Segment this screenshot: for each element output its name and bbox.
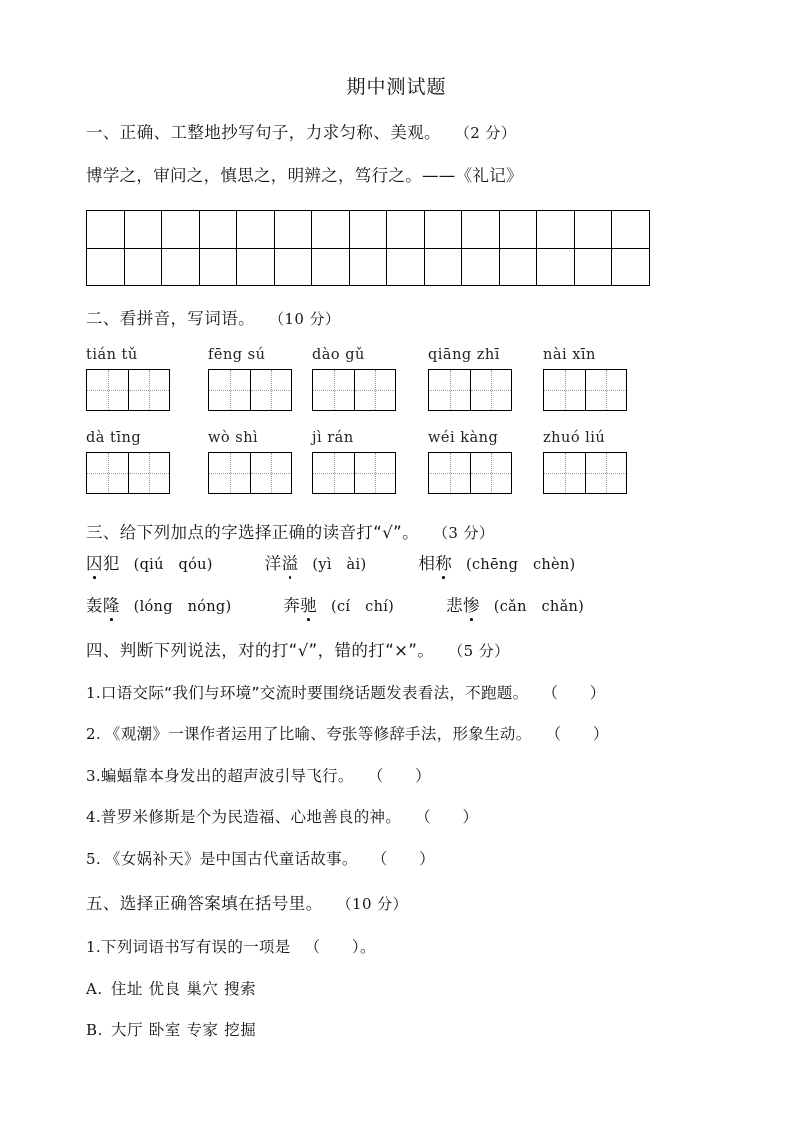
pron-word-dotted: 称 bbox=[435, 554, 453, 573]
section-3-row-1 bbox=[86, 553, 576, 576]
pinyin-item-tian-tu bbox=[86, 347, 170, 411]
pron-choices[interactable]: (lóng nóng) bbox=[133, 599, 232, 615]
pron-word-dotted: 囚 bbox=[86, 554, 103, 573]
copy-grid-cell[interactable] bbox=[575, 211, 613, 249]
section-4-heading bbox=[86, 640, 510, 662]
pron-item-xiangchen[interactable] bbox=[418, 554, 575, 573]
choice-question-1 bbox=[86, 936, 376, 958]
pinyin-item-zhuo-liu bbox=[543, 430, 627, 494]
copy-grid-cell[interactable] bbox=[500, 249, 538, 287]
judge-item-text: 蝙蝠靠本身发出的超声波引导飞行。 bbox=[100, 767, 354, 785]
tianzige-cell[interactable] bbox=[128, 453, 169, 493]
tianzige-box[interactable] bbox=[86, 452, 170, 494]
tianzige-box[interactable] bbox=[208, 452, 292, 494]
pron-word-before: 轰 bbox=[86, 596, 103, 615]
handwriting-copy-grid[interactable] bbox=[86, 210, 650, 286]
copy-grid-cell[interactable] bbox=[275, 211, 313, 249]
pinyin-label: jì rán bbox=[312, 430, 354, 446]
choice-option-b[interactable] bbox=[86, 1019, 256, 1041]
pinyin-label: dào gǔ bbox=[312, 347, 365, 363]
pinyin-item-wo-shi bbox=[208, 430, 292, 494]
copy-grid-cell[interactable] bbox=[312, 249, 350, 287]
section-2-score: （10 分） bbox=[269, 310, 341, 328]
choice-question-number: 1. bbox=[86, 938, 101, 956]
section-1-sentence: 博学之，审问之，慎思之，明辨之，笃行之。——《礼记》 bbox=[86, 166, 523, 185]
copy-grid-cell[interactable] bbox=[612, 211, 650, 249]
pinyin-label: fēng sú bbox=[208, 347, 266, 363]
pron-word-dotted: 溢 bbox=[281, 554, 299, 573]
choice-question-tail: 。 bbox=[359, 938, 376, 956]
pinyin-item-wei-kang bbox=[428, 430, 512, 494]
pron-choices[interactable]: (cí chí) bbox=[331, 599, 395, 615]
pron-item-beican[interactable] bbox=[446, 596, 584, 615]
pron-item-honglong[interactable] bbox=[86, 596, 231, 615]
pron-item-benchi[interactable] bbox=[283, 596, 394, 615]
section-1-score: （2 分） bbox=[454, 124, 517, 142]
pinyin-item-qiang-zhi bbox=[428, 347, 512, 411]
copy-grid-cell[interactable] bbox=[312, 211, 350, 249]
copy-grid-cell[interactable] bbox=[125, 211, 163, 249]
tianzige-cell[interactable] bbox=[313, 370, 354, 410]
judge-item-number: 3. bbox=[86, 767, 101, 785]
copy-grid-cell[interactable] bbox=[237, 249, 275, 287]
pinyin-item-ji-ran bbox=[312, 430, 396, 494]
tianzige-box[interactable] bbox=[312, 452, 396, 494]
section-3-score: （3 分） bbox=[433, 524, 495, 542]
pron-word-before: 洋 bbox=[264, 554, 282, 573]
copy-grid-row bbox=[87, 211, 650, 249]
tianzige-cell[interactable] bbox=[87, 370, 128, 410]
copy-grid-cell[interactable] bbox=[350, 211, 388, 249]
judge-item-answer-bracket[interactable]: （ ） bbox=[542, 684, 606, 702]
copy-grid-cell[interactable] bbox=[387, 249, 425, 287]
copy-grid-cell[interactable] bbox=[87, 211, 125, 249]
choice-option-a[interactable] bbox=[86, 978, 256, 1000]
tianzige-cell[interactable] bbox=[354, 453, 395, 493]
pinyin-item-nai-xin bbox=[543, 347, 627, 411]
tianzige-box[interactable] bbox=[543, 452, 627, 494]
pron-word-after: 犯 bbox=[102, 554, 120, 573]
tianzige-cell[interactable] bbox=[250, 453, 291, 493]
copy-grid-cell[interactable] bbox=[162, 249, 200, 287]
pinyin-label: qiāng zhī bbox=[428, 347, 500, 363]
pron-word-before: 奔 bbox=[283, 596, 301, 615]
section-4-heading-text: 四、判断下列说法，对的打“√”，错的打“×”。 bbox=[86, 641, 435, 660]
tianzige-cell[interactable] bbox=[470, 370, 511, 410]
tianzige-box[interactable] bbox=[86, 369, 170, 411]
judge-item-4 bbox=[86, 806, 478, 828]
pron-item-yangyi[interactable] bbox=[265, 554, 367, 573]
tianzige-cell[interactable] bbox=[544, 453, 585, 493]
copy-grid-cell[interactable] bbox=[87, 249, 125, 287]
section-3-heading bbox=[86, 522, 494, 544]
tianzige-box[interactable] bbox=[428, 369, 512, 411]
copy-grid-cell[interactable] bbox=[462, 211, 500, 249]
copy-grid-cell[interactable] bbox=[162, 211, 200, 249]
pinyin-label: tián tǔ bbox=[86, 347, 138, 363]
judge-item-1 bbox=[86, 682, 606, 704]
judge-item-3 bbox=[86, 765, 431, 787]
pinyin-label: wò shì bbox=[208, 430, 259, 446]
judge-item-text: 《女娲补天》是中国古代童话故事。 bbox=[104, 850, 358, 868]
pinyin-item-da-ting bbox=[86, 430, 170, 494]
judge-item-2 bbox=[86, 723, 609, 745]
tianzige-cell[interactable] bbox=[128, 370, 169, 410]
section-5-heading-text: 五、选择正确答案填在括号里。 bbox=[86, 894, 323, 913]
pron-choices[interactable]: (chēng chèn) bbox=[466, 557, 576, 573]
copy-grid-row bbox=[87, 249, 650, 287]
judge-item-answer-bracket[interactable]: （ ） bbox=[415, 808, 479, 826]
tianzige-cell[interactable] bbox=[470, 453, 511, 493]
pron-item-qiufan[interactable] bbox=[86, 554, 213, 573]
choice-answer-bracket[interactable]: （ ） bbox=[304, 938, 360, 956]
tianzige-cell[interactable] bbox=[544, 370, 585, 410]
tianzige-cell[interactable] bbox=[313, 453, 354, 493]
section-3-row-2 bbox=[86, 595, 584, 618]
copy-grid-cell[interactable] bbox=[612, 249, 650, 287]
copy-grid-cell[interactable] bbox=[425, 211, 463, 249]
pinyin-item-dao-gu bbox=[312, 347, 396, 411]
judge-item-answer-bracket[interactable]: （ ） bbox=[545, 725, 609, 743]
copy-grid-cell[interactable] bbox=[537, 249, 575, 287]
tianzige-cell[interactable] bbox=[250, 370, 291, 410]
copy-grid-cell[interactable] bbox=[500, 211, 538, 249]
tianzige-cell[interactable] bbox=[87, 453, 128, 493]
section-1-heading-text: 一、正确、工整地抄写句子，力求匀称、美观。 bbox=[86, 123, 441, 142]
pinyin-label: nài xīn bbox=[543, 347, 596, 363]
choice-option-label: B. bbox=[86, 1021, 103, 1039]
tianzige-cell[interactable] bbox=[209, 370, 250, 410]
choice-option-text: 住址 优良 巢穴 搜索 bbox=[110, 980, 257, 998]
judge-item-answer-bracket[interactable]: （ ） bbox=[371, 850, 435, 868]
copy-grid-cell[interactable] bbox=[462, 249, 500, 287]
judge-item-number: 1. bbox=[86, 684, 101, 702]
judge-item-number: 5. bbox=[86, 850, 101, 868]
judge-item-text: 普罗米修斯是个为民造福、心地善良的神。 bbox=[100, 808, 402, 826]
tianzige-box[interactable] bbox=[312, 369, 396, 411]
pron-word-dotted: 惨 bbox=[462, 596, 480, 615]
judge-item-text: 《观潮》一课作者运用了比喻、夸张等修辞手法，形象生动。 bbox=[104, 725, 532, 743]
section-5-score: （10 分） bbox=[336, 895, 408, 913]
pron-choices[interactable]: (yì ài) bbox=[312, 557, 367, 573]
pron-word-dotted: 驰 bbox=[300, 596, 318, 615]
judge-item-text: 口语交际“我们与环境”交流时要围绕话题发表看法，不跑题。 bbox=[100, 684, 529, 702]
tianzige-box[interactable] bbox=[543, 369, 627, 411]
tianzige-cell[interactable] bbox=[585, 453, 626, 493]
tianzige-box[interactable] bbox=[208, 369, 292, 411]
pinyin-label: dà tīng bbox=[86, 430, 142, 446]
copy-grid-cell[interactable] bbox=[425, 249, 463, 287]
copy-grid-cell[interactable] bbox=[387, 211, 425, 249]
copy-grid-cell[interactable] bbox=[237, 211, 275, 249]
copy-grid-cell[interactable] bbox=[125, 249, 163, 287]
pinyin-label: zhuó liú bbox=[543, 430, 606, 446]
section-4-score: （5 分） bbox=[448, 642, 510, 660]
tianzige-box[interactable] bbox=[428, 452, 512, 494]
choice-option-label: A. bbox=[86, 980, 103, 998]
copy-grid-cell[interactable] bbox=[575, 249, 613, 287]
section-1-heading bbox=[86, 122, 516, 144]
copy-grid-cell[interactable] bbox=[275, 249, 313, 287]
section-2-heading-text: 二、看拼音，写词语。 bbox=[86, 309, 255, 328]
pinyin-label: wéi kàng bbox=[428, 430, 499, 446]
copy-grid-cell[interactable] bbox=[200, 249, 238, 287]
page-title: 期中测试题 bbox=[346, 76, 447, 98]
pinyin-item-feng-su bbox=[208, 347, 292, 411]
pron-word-dotted: 隆 bbox=[102, 596, 120, 615]
pron-word-before: 悲 bbox=[446, 596, 463, 615]
section-2-heading bbox=[86, 308, 340, 330]
tianzige-cell[interactable] bbox=[585, 370, 626, 410]
judge-item-5 bbox=[86, 848, 435, 870]
tianzige-cell[interactable] bbox=[354, 370, 395, 410]
choice-option-text: 大厅 卧室 专家 挖掘 bbox=[111, 1021, 257, 1039]
pron-choices[interactable]: (qiú qóu) bbox=[133, 557, 213, 573]
choice-question-text: 下列词语书写有误的一项是 bbox=[100, 938, 291, 956]
tianzige-cell[interactable] bbox=[429, 370, 470, 410]
tianzige-cell[interactable] bbox=[209, 453, 250, 493]
copy-grid-cell[interactable] bbox=[537, 211, 575, 249]
section-3-heading-text: 三、给下列加点的字选择正确的读音打“√”。 bbox=[86, 523, 420, 542]
tianzige-cell[interactable] bbox=[429, 453, 470, 493]
section-5-heading bbox=[86, 893, 408, 915]
judge-item-answer-bracket[interactable]: （ ） bbox=[367, 767, 431, 785]
copy-grid-cell[interactable] bbox=[200, 211, 238, 249]
pron-word-before: 相 bbox=[418, 554, 436, 573]
copy-grid-cell[interactable] bbox=[350, 249, 388, 287]
pron-choices[interactable]: (cǎn chǎn) bbox=[493, 599, 585, 615]
judge-item-number: 2. bbox=[86, 725, 101, 743]
judge-item-number: 4. bbox=[86, 808, 101, 826]
